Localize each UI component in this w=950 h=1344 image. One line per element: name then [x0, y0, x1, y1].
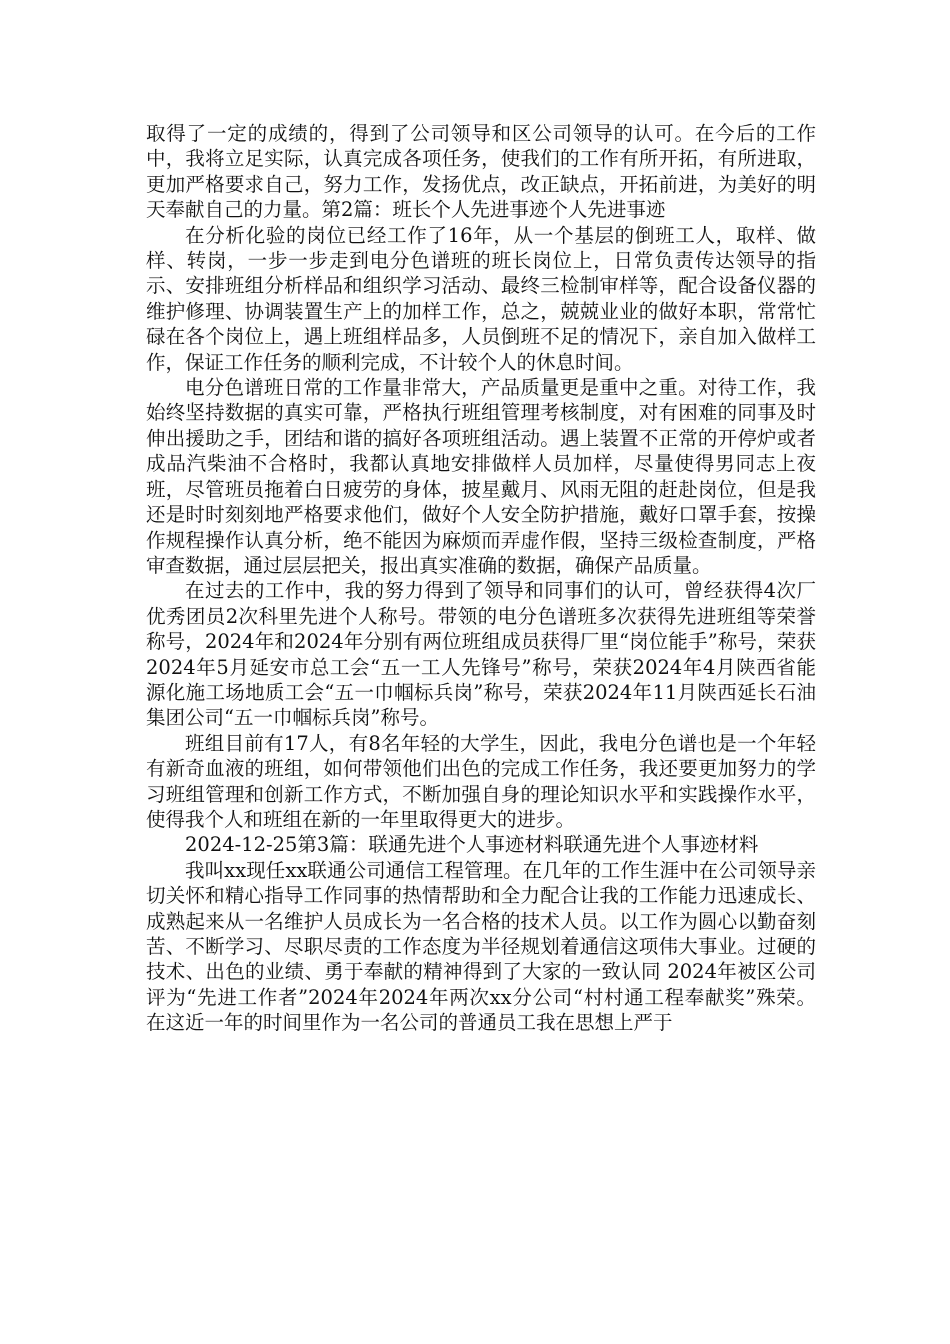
document-page: [146, 121, 816, 1036]
paragraph: 我叫xx现任xx联通公司通信工程管理。在几年的工作生涯中在公司领导亲切关怀和精心指导工作同事的热情帮助和全力配合让我的工作能力迅速成长、成熟起来从一名维护人员成长为一名合格的技术人员。以工作为圆心以勤奋刻苦、不断学习、尽职尽责的工作态度为半径规划着通信这项伟大事业。过硬的技术、出色的业绩、勇于奉献的精神得到了大家的一致认同 2024年被区公司评为“先进工作者”2024年2024年两次xx分公司“村村通工程奉献奖”殊荣。 在这近一年的时间里作为一名公司的普通员工我在思想上严于: [146, 858, 816, 1035]
paragraph: 取得了一定的成绩的，得到了公司领导和区公司领导的认可。在今后的工作中，我将立足实际，认真完成各项任务，使我们的工作有所开拓，有所进取，更加严格要求自己，努力工作，发扬优点，改正缺点，开拓前进，为美好的明天奉献自己的力量。第2篇：班长个人先进事迹个人先进事迹: [146, 122, 816, 222]
paragraph: 2024-12-25第3篇：联通先进个人事迹材料联通先进个人事迹材料: [185, 833, 759, 857]
paragraph: 在分析化验的岗位已经工作了16年，从一个基层的倒班工人，取样、做样、转岗，一步一步走到电分色谱班的班长岗位上，日常负责传达领导的指示、安排班组分析样品和组织学习活动、最终三检制审样等，配合设备仪器的维护修理、协调装置生产上的加样工作，总之，兢兢业业的做好本职，常常忙碌在各个岗位上，遇上班组样品多，人员倒班不足的情况下，亲自加入做样工作，保证工作任务的顺利完成，不计较个人的休息时间。: [146, 223, 816, 374]
paragraph: 电分色谱班日常的工作量非常大，产品质量更是重中之重。对待工作，我始终坚持数据的真实可靠，严格执行班组管理考核制度，对有困难的同事及时伸出援助之手，团结和谐的搞好各项班组活动。遇上装置不正常的开停炉或者成品汽柴油不合格时，我都认真地安排做样人员加样，尽量使得男同志上夜班，尽管班员拖着白日疲劳的身体，披星戴月、风雨无阻的赶赴岗位，但是我还是时时刻刻地严格要求他们，做好个人安全防护措施，戴好口罩手套，按操作规程操作认真分析，绝不能因为麻烦而弄虚作假，坚持三级检查制度，严格审查数据，通过层层把关，报出真实准确的数据，确保产品质量。: [146, 376, 816, 577]
paragraph: 在过去的工作中，我的努力得到了领导和同事们的认可，曾经获得4次厂优秀团员2次科里先进个人称号。带领的电分色谱班多次获得先进班组等荣誉称号，2024年和2024年分别有两位班组成员获得厂里“岗位能手”称号，荣获2024年5月延安市总工会“五一工人先锋号”称号，荣获2024年4月陕西省能源化施工场地质工会“五一巾帼标兵岗”称号，荣获2024年11月陕西延长石油集团公司“五一巾帼标兵岗”称号。: [146, 579, 816, 730]
paragraph: 班组目前有17人，有8名年轻的大学生，因此，我电分色谱也是一个年轻有新奇血液的班组，如何带领他们出色的完成工作任务，我还要更加努力的学习班组管理和创新工作方式，不断加强自身的理论知识水平和实践操作水平，使得我个人和班组在新的一年里取得更大的进步。: [146, 731, 816, 831]
